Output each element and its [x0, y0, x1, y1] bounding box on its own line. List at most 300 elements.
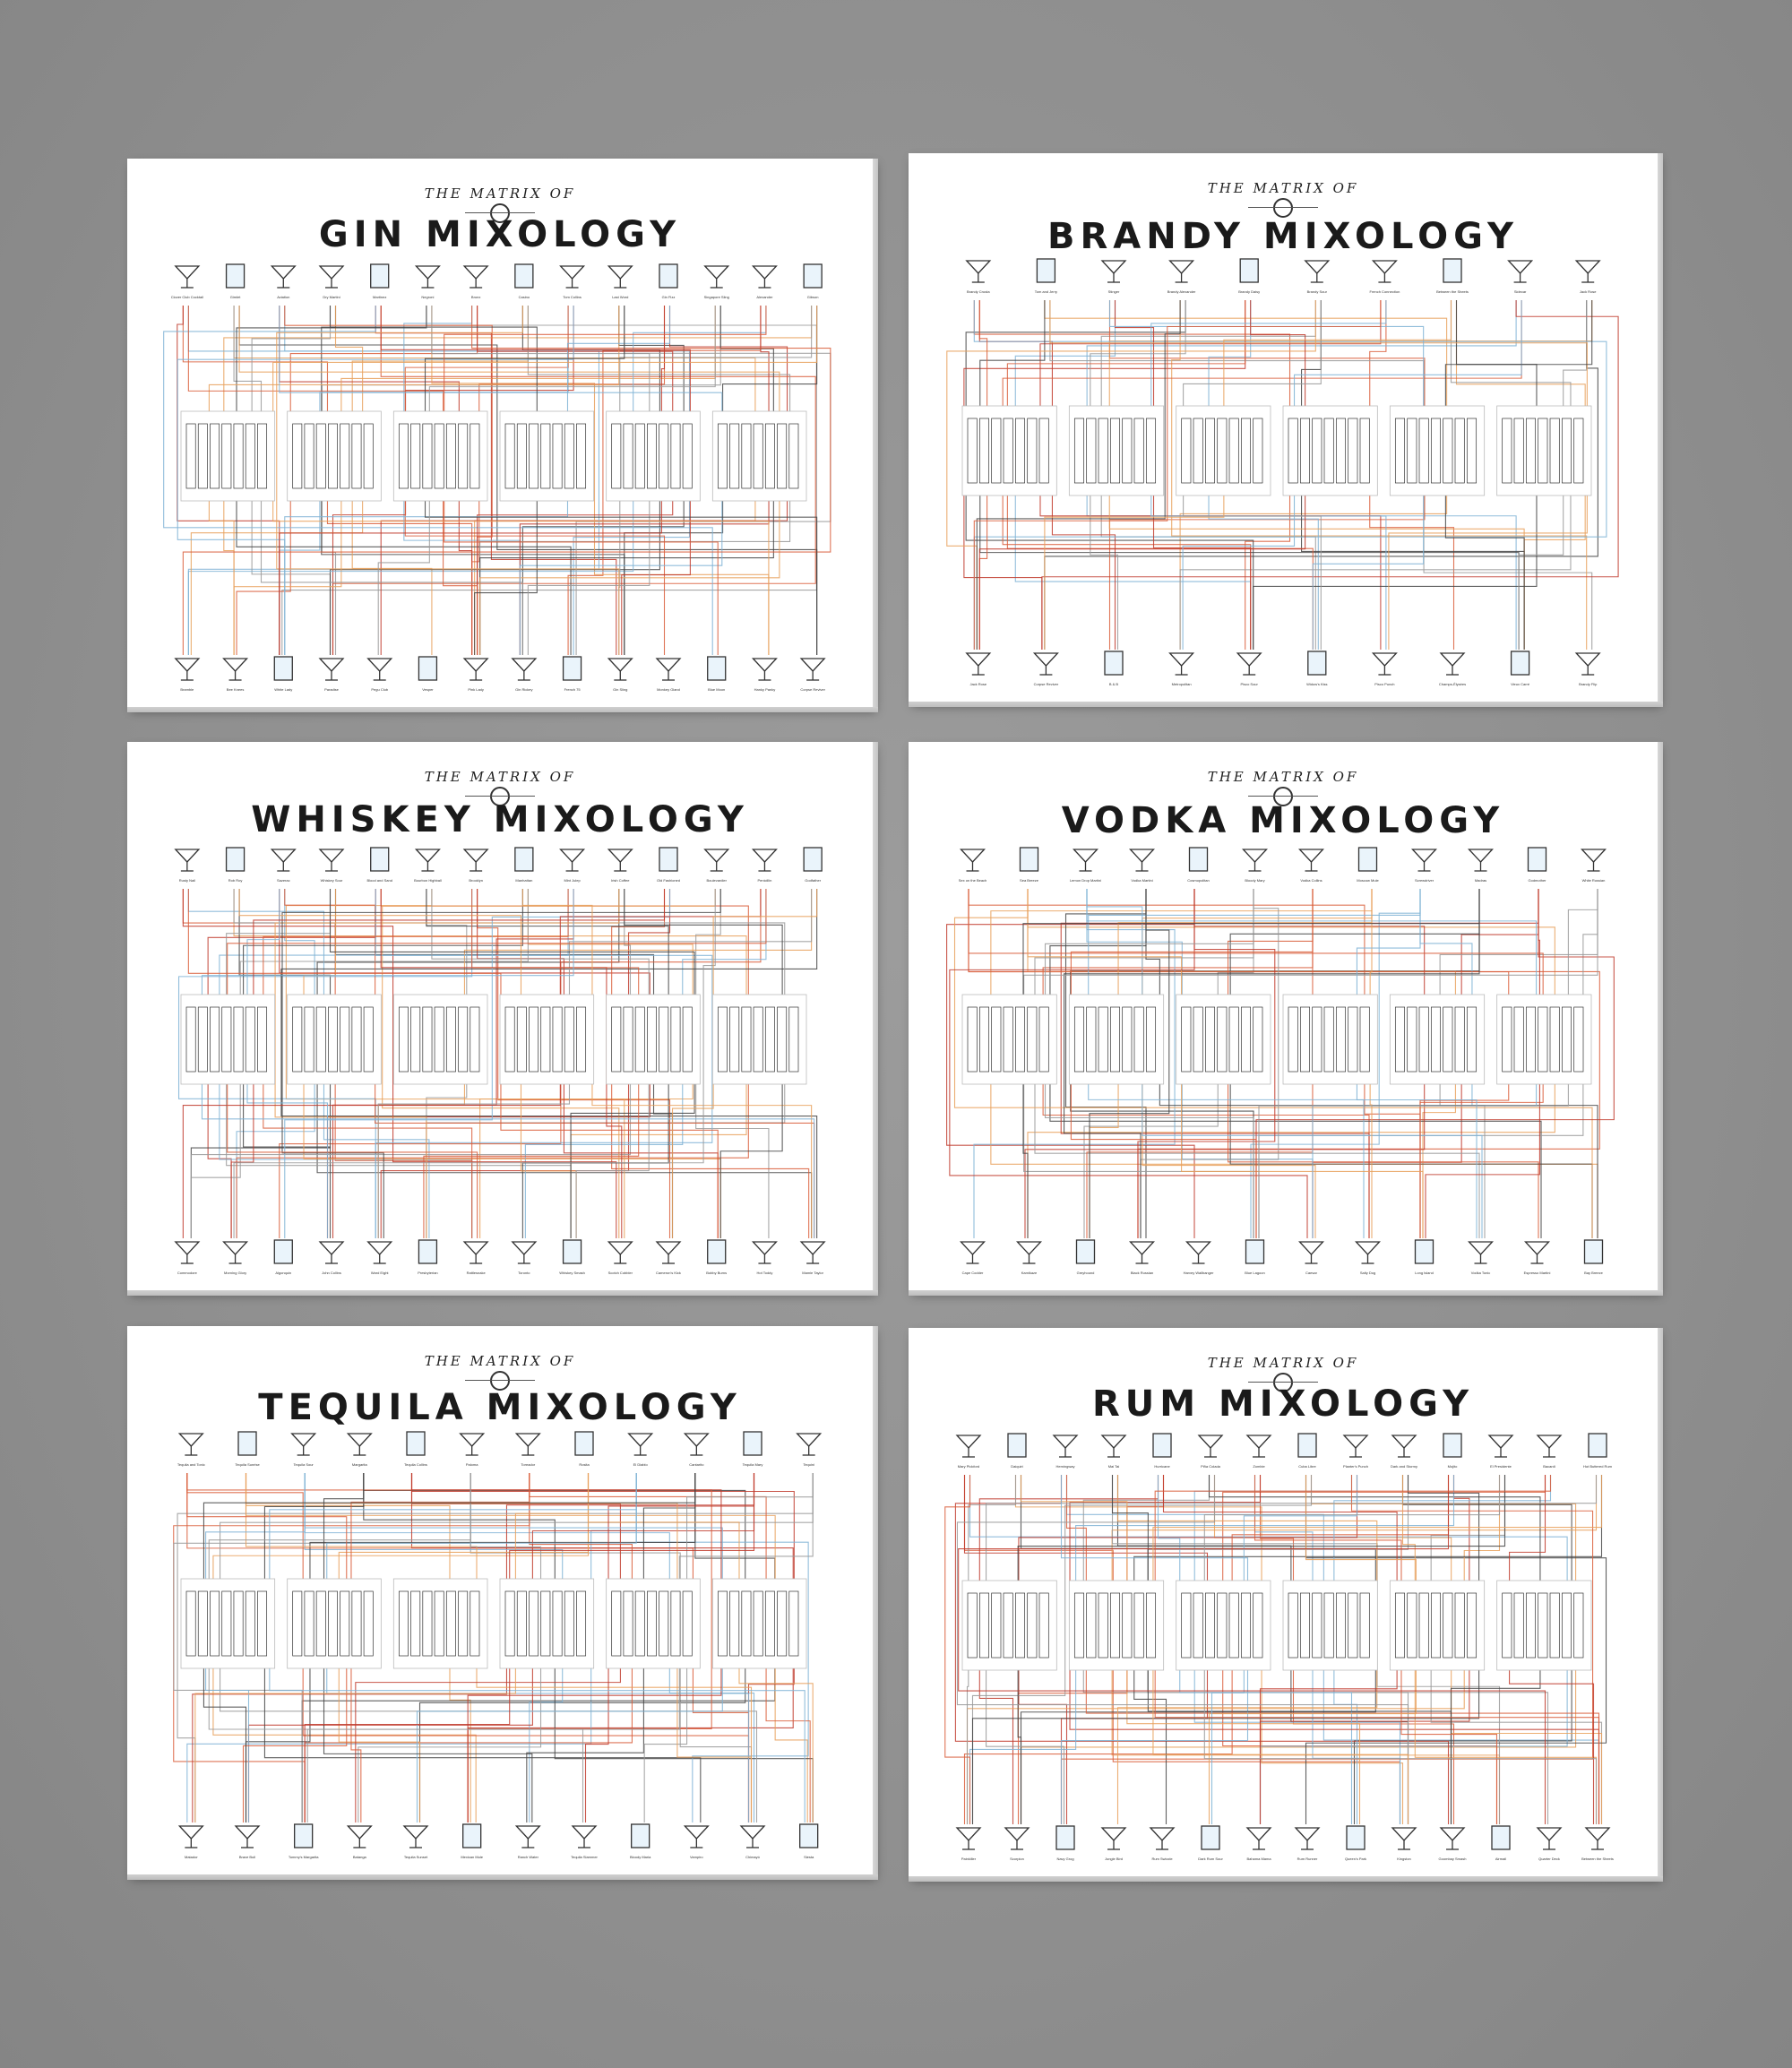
ingredient-box — [1324, 1593, 1333, 1658]
drink-label: Tequila Sour — [293, 1462, 314, 1467]
ingredient-box — [1004, 418, 1012, 483]
ingredient-box — [364, 1591, 373, 1656]
ingredient-box — [1562, 418, 1571, 483]
ingredient-box — [1205, 1593, 1214, 1658]
ingredient-box — [1254, 418, 1262, 483]
drink-label: Ward Eight — [370, 1271, 389, 1275]
drink-label: Mai Tai — [1107, 1464, 1120, 1469]
cocktail-glass-icon — [801, 659, 824, 680]
drink-label: Vodka Martini — [1131, 878, 1153, 883]
drink-label: Greyhound — [1076, 1271, 1095, 1275]
ingredient-box — [1455, 418, 1464, 483]
drink-label: Old Fashioned — [656, 878, 681, 883]
drink-label: Bloody Maria — [629, 1855, 651, 1859]
cocktail-glass-icon — [608, 849, 632, 871]
ingredient-box — [1300, 418, 1309, 483]
drink-label: Hot Buttered Rum — [1582, 1464, 1613, 1469]
cocktail-glass-icon — [753, 849, 776, 871]
drink-label: Metropolitan — [1171, 682, 1192, 686]
cocktail-glass-icon — [464, 849, 487, 871]
cocktail-glass-icon — [573, 1826, 596, 1848]
ingredient-box — [1087, 1593, 1096, 1658]
ingredient-box — [234, 1007, 243, 1072]
cocktail-glass-icon — [657, 659, 680, 680]
cocktail-glass-icon — [1589, 1434, 1607, 1457]
ingredient-box — [1110, 1007, 1119, 1072]
drink-label: Rusty Nail — [178, 878, 195, 883]
ingredient-box — [1431, 1007, 1440, 1072]
drink-label: Widow's Kiss — [1306, 682, 1328, 686]
ingredient-box — [1574, 418, 1583, 483]
ingredient-box — [1538, 1593, 1547, 1658]
drink-label: Jack Rose — [1579, 289, 1597, 294]
ingredient-box — [612, 1007, 621, 1072]
ingredient-box — [968, 1593, 977, 1658]
drink-label: Stinger — [1107, 289, 1120, 294]
ingredient-box — [1039, 418, 1048, 483]
cocktail-glass-icon — [753, 659, 776, 680]
drink-label: Monkey Gland — [657, 687, 680, 692]
cocktail-glass-icon — [804, 264, 822, 288]
drink-label: Bobby Burns — [706, 1271, 728, 1275]
ingredient-box — [435, 424, 444, 488]
cocktail-glass-icon — [1170, 653, 1193, 675]
ingredient-box — [730, 1591, 739, 1656]
cocktail-glass-icon — [1300, 849, 1323, 871]
drink-label: Singapore Sling — [703, 295, 729, 299]
cocktail-glass-icon — [1373, 653, 1396, 675]
ingredient-box — [1087, 418, 1096, 483]
ingredient-box — [470, 1007, 479, 1072]
ingredient-box — [1028, 1007, 1037, 1072]
cocktail-glass-icon — [176, 1242, 199, 1263]
drink-label: Tequila Sunrise — [235, 1462, 260, 1467]
ingredient-box — [1182, 1593, 1191, 1658]
cocktail-glass-icon — [561, 266, 584, 288]
cocktail-glass-icon — [1489, 1435, 1512, 1457]
cocktail-glass-icon — [1305, 261, 1329, 282]
ingredient-box — [352, 1591, 361, 1656]
cocktail-glass-icon — [1237, 653, 1261, 675]
cocktail-glass-icon — [1298, 1434, 1316, 1457]
ingredient-box — [328, 1007, 337, 1072]
drink-label: Bronx — [470, 295, 481, 299]
ingredient-box — [992, 1593, 1001, 1658]
cocktail-glass-icon — [176, 659, 199, 680]
ingredient-box — [1146, 1007, 1155, 1072]
ingredient-box — [754, 424, 762, 488]
ingredient-box — [624, 1591, 633, 1656]
drink-label: Brave Bull — [238, 1855, 256, 1859]
ingredient-box — [340, 1007, 349, 1072]
ingredient-box — [1336, 1007, 1345, 1072]
cocktail-glass-icon — [659, 264, 677, 288]
ingredient-box — [222, 1007, 231, 1072]
drink-label: Caesar — [1305, 1271, 1317, 1275]
ingredient-box — [718, 424, 727, 488]
cocktail-glass-icon — [320, 266, 343, 288]
ingredient-box — [1538, 1007, 1547, 1072]
ingredient-box — [778, 1591, 787, 1656]
cocktail-glass-icon — [564, 1240, 582, 1263]
cocktail-glass-icon — [513, 659, 536, 680]
ingredient-box — [647, 424, 656, 488]
drink-label: Kamikaze — [1021, 1271, 1038, 1275]
ingredient-box — [1193, 418, 1202, 483]
ingredient-box — [624, 424, 633, 488]
ingredient-box — [1360, 1007, 1369, 1072]
cocktail-glass-icon — [407, 1432, 425, 1455]
drink-label: White Russian — [1581, 878, 1606, 883]
ingredient-box — [423, 1591, 432, 1656]
ingredient-box — [1087, 1007, 1096, 1072]
drink-label: Pisco Punch — [1374, 682, 1395, 686]
drink-label: Mexican Mule — [461, 1855, 484, 1859]
drink-matrix — [909, 842, 1658, 1290]
ingredient-box — [505, 1007, 514, 1072]
ingredient-box — [1550, 1007, 1559, 1072]
cocktail-glass-icon — [1538, 1435, 1561, 1457]
ingredient-box — [517, 1591, 526, 1656]
drink-label: Paloma — [465, 1462, 478, 1467]
drink-label: Planter's Punch — [1343, 1464, 1368, 1469]
cocktail-glass-icon — [1190, 848, 1208, 871]
drink-label: Ranch Water — [517, 1855, 538, 1859]
cocktail-glass-icon — [515, 264, 533, 288]
cocktail-glass-icon — [1443, 1434, 1461, 1457]
cocktail-glass-icon — [1247, 1828, 1271, 1849]
drink-matrix — [909, 1428, 1658, 1876]
poster-prelude: THE MATRIX OF — [424, 1353, 576, 1369]
drink-label: French Connection — [1369, 289, 1400, 294]
cocktail-glass-icon — [1187, 1242, 1210, 1263]
drink-label: Aviation — [277, 295, 290, 299]
cocktail-glass-icon — [1202, 1826, 1219, 1849]
ingredient-box — [316, 1591, 325, 1656]
ingredient-box — [411, 1007, 420, 1072]
drink-label: Rob Roy — [228, 878, 243, 883]
drink-label: Penicillin — [757, 878, 772, 883]
cocktail-glass-icon — [1105, 651, 1123, 675]
cocktail-glass-icon — [629, 1434, 652, 1455]
drink-label: Cameron's Kick — [656, 1271, 681, 1275]
drink-label: Zombie — [1253, 1464, 1265, 1469]
cocktail-glass-icon — [1416, 1240, 1434, 1263]
cocktail-glass-icon — [659, 848, 677, 871]
drink-label: Morning Glory — [224, 1271, 247, 1275]
ingredient-box — [257, 1007, 266, 1072]
cocktail-glass-icon — [967, 261, 990, 282]
ingredient-box — [624, 1007, 633, 1072]
ingredient-box — [635, 1007, 644, 1072]
drink-label: Rosita — [579, 1462, 590, 1467]
cocktail-glass-icon — [708, 657, 726, 680]
cocktail-glass-icon — [418, 1240, 436, 1263]
ingredient-box — [411, 1591, 420, 1656]
cocktail-glass-icon — [1308, 651, 1326, 675]
drink-label: Tequila Collins — [404, 1462, 427, 1467]
drink-label: Brandy Alexander — [1167, 289, 1196, 294]
ingredient-box — [305, 424, 314, 488]
ingredient-box — [316, 424, 325, 488]
ingredient-box — [1146, 1593, 1155, 1658]
drink-label: Goombay Smash — [1438, 1857, 1467, 1861]
cocktail-glass-icon — [632, 1824, 650, 1848]
ingredient-box — [742, 1007, 751, 1072]
drink-label: Vampiro — [690, 1855, 703, 1859]
cocktail-glass-icon — [464, 1242, 487, 1263]
cocktail-glass-icon — [1246, 1240, 1264, 1263]
cocktail-glass-icon — [1247, 1435, 1271, 1457]
drink-label: John Collins — [322, 1271, 341, 1275]
ingredient-box — [529, 424, 538, 488]
drink-label: Martinez — [373, 295, 387, 299]
ingredient-box — [517, 1007, 526, 1072]
cocktail-glass-icon — [1469, 1242, 1493, 1263]
cocktail-glass-icon — [753, 1242, 776, 1263]
drink-label: Brandy Crusta — [967, 289, 990, 294]
ingredient-box — [1300, 1007, 1309, 1072]
ingredient-box — [293, 1591, 302, 1656]
ingredient-box — [1431, 1593, 1440, 1658]
ingredient-box — [1074, 1593, 1083, 1658]
cocktail-glass-icon — [516, 1434, 539, 1455]
drink-label: Negroni — [421, 295, 435, 299]
drink-label: Long Island — [1415, 1271, 1434, 1275]
cocktail-glass-icon — [176, 266, 199, 288]
ingredient-box — [1467, 1007, 1476, 1072]
poster-prelude: THE MATRIX OF — [1207, 180, 1359, 196]
ingredient-box — [210, 1591, 219, 1656]
ingredient-box — [186, 424, 195, 488]
cocktail-glass-icon — [464, 266, 487, 288]
ingredient-box — [1110, 418, 1119, 483]
ingredient-box — [1562, 1007, 1571, 1072]
drink-label: Black Russian — [1130, 1271, 1154, 1275]
ingredient-box — [459, 1007, 468, 1072]
ingredient-box — [399, 1591, 408, 1656]
ingredient-box — [1134, 418, 1143, 483]
ingredient-box — [765, 424, 774, 488]
ingredient-box — [1431, 418, 1440, 483]
drink-label: Sex on the Beach — [958, 878, 987, 883]
drink-matrix — [127, 842, 873, 1290]
ingredient-box — [754, 1007, 762, 1072]
ingredient-box — [1443, 418, 1452, 483]
ingredient-box — [1254, 1007, 1262, 1072]
cocktail-glass-icon — [744, 1432, 762, 1455]
poster-rum — [909, 1328, 1658, 1876]
drink-label: Tom Collins — [563, 295, 582, 299]
drink-label: Tequila and Tonic — [177, 1462, 205, 1467]
drink-label: Bloody Mary — [1245, 878, 1265, 883]
cocktail-glass-icon — [561, 849, 584, 871]
ingredient-box — [659, 1591, 668, 1656]
drink-label: Brandy Daisy — [1238, 289, 1261, 294]
drink-matrix — [127, 1426, 873, 1874]
drink-label: Toreador — [521, 1462, 536, 1467]
ingredient-box — [1408, 1007, 1417, 1072]
ingredient-box — [1455, 1007, 1464, 1072]
cocktail-glass-icon — [1170, 261, 1193, 282]
drink-label: Piña Colada — [1201, 1464, 1220, 1469]
ingredient-box — [328, 1591, 337, 1656]
ingredient-box — [1443, 1007, 1452, 1072]
drink-label: Corpse Reviver — [1033, 682, 1059, 686]
ingredient-box — [1182, 1007, 1191, 1072]
ingredient-box — [1146, 418, 1155, 483]
ingredient-box — [1229, 1007, 1238, 1072]
ingredient-box — [1514, 1007, 1523, 1072]
cocktail-glass-icon — [1538, 1828, 1561, 1849]
cocktail-glass-icon — [1357, 1242, 1380, 1263]
ingredient-box — [1503, 1593, 1512, 1658]
cocktail-glass-icon — [705, 849, 728, 871]
cocktail-glass-icon — [1492, 1826, 1510, 1849]
cocktail-glass-icon — [1074, 849, 1098, 871]
drink-label: Boulevardier — [706, 878, 727, 883]
poster-brandy — [909, 153, 1658, 702]
ingredient-box — [316, 1007, 325, 1072]
drink-label: Vodka Tonic — [1470, 1271, 1491, 1275]
ingredient-box — [1193, 1593, 1202, 1658]
ingredient-box — [328, 424, 337, 488]
cocktail-glass-icon — [320, 1242, 343, 1263]
drink-label: Vodka Collins — [1300, 878, 1322, 883]
ingredient-box — [671, 1591, 680, 1656]
cocktail-glass-icon — [463, 1824, 481, 1848]
drink-label: Moscow Mule — [1357, 878, 1379, 883]
ingredient-box — [364, 1007, 373, 1072]
cocktail-glass-icon — [705, 266, 728, 288]
poster-vodka — [909, 742, 1658, 1290]
cocktail-glass-icon — [1018, 1242, 1041, 1263]
cocktail-glass-icon — [1056, 1826, 1074, 1849]
ingredient-box — [186, 1007, 195, 1072]
ingredient-box — [1550, 418, 1559, 483]
cocktail-glass-icon — [957, 1828, 980, 1849]
ingredient-box — [635, 1591, 644, 1656]
drink-label: Champs-Élysées — [1438, 682, 1467, 686]
ingredient-box — [1467, 1593, 1476, 1658]
ingredient-box — [352, 424, 361, 488]
cocktail-glass-icon — [575, 1432, 593, 1455]
ingredient-box — [576, 1007, 585, 1072]
ingredient-box — [198, 1591, 207, 1656]
ingredient-box — [1074, 418, 1083, 483]
ingredient-box — [1395, 1007, 1404, 1072]
ingredient-box — [1313, 1593, 1322, 1658]
poster-prelude: THE MATRIX OF — [424, 769, 576, 785]
cocktail-glass-icon — [1240, 259, 1258, 282]
drink-label: Gimlet — [229, 295, 241, 299]
ingredient-box — [1134, 1007, 1143, 1072]
ingredient-box — [1015, 418, 1024, 483]
ingredient-box — [1360, 418, 1369, 483]
ingredient-box — [1123, 1007, 1132, 1072]
poster-title: GIN MIXOLOGY — [318, 214, 682, 255]
ingredient-box — [340, 424, 349, 488]
drink-label: Dry Martini — [323, 295, 340, 299]
ingredient-box — [979, 418, 988, 483]
ingredient-box — [1419, 418, 1428, 483]
ingredient-box — [470, 424, 479, 488]
drink-label: Tequila Sunset — [403, 1855, 428, 1859]
drink-label: Jack Rose — [969, 682, 987, 686]
ingredient-box — [1360, 1593, 1369, 1658]
ingredient-box — [1348, 1007, 1357, 1072]
cocktail-glass-icon — [1008, 1434, 1026, 1457]
ingredient-box — [198, 424, 207, 488]
poster-tequila — [127, 1326, 873, 1874]
ingredient-box — [423, 424, 432, 488]
ingredient-box — [968, 418, 977, 483]
cocktail-glass-icon — [271, 849, 295, 871]
ingredient-box — [730, 1007, 739, 1072]
ingredient-box — [1526, 1007, 1535, 1072]
cocktail-glass-icon — [957, 1435, 980, 1457]
drink-label: Between the Sheets — [1581, 1857, 1614, 1861]
ingredient-box — [564, 1007, 573, 1072]
cocktail-glass-icon — [516, 1826, 539, 1848]
poster-gin — [127, 159, 873, 707]
ingredient-box — [742, 424, 751, 488]
drink-label: Kingston — [1397, 1857, 1411, 1861]
cocktail-glass-icon — [179, 1826, 202, 1848]
cocktail-glass-icon — [368, 1242, 392, 1263]
drink-label: Harvey Wallbanger — [1183, 1271, 1214, 1275]
cocktail-glass-icon — [753, 266, 776, 288]
ingredient-box — [1443, 1593, 1452, 1658]
drink-label: Commodore — [177, 1271, 197, 1275]
cocktail-glass-icon — [1586, 1828, 1609, 1849]
poster-prelude: THE MATRIX OF — [424, 185, 576, 202]
cocktail-glass-icon — [564, 657, 582, 680]
poster-title: BRANDY MIXOLOGY — [1047, 216, 1519, 257]
drink-label: Sea Breeze — [1020, 878, 1038, 883]
ingredient-box — [1574, 1593, 1583, 1658]
cocktail-glass-icon — [236, 1826, 259, 1848]
drink-label: Brandy Flip — [1579, 682, 1598, 686]
cocktail-glass-icon — [1392, 1828, 1416, 1849]
drink-label: Paradise — [324, 687, 339, 692]
ingredient-box — [352, 1007, 361, 1072]
ingredient-box — [1218, 1007, 1227, 1072]
drink-label: Toronto — [518, 1271, 530, 1275]
ingredient-box — [1028, 1593, 1037, 1658]
drink-label: Blood and Sand — [366, 878, 392, 883]
cocktail-glass-icon — [1150, 1828, 1174, 1849]
cocktail-glass-icon — [1199, 1435, 1222, 1457]
drink-label: Alexander — [756, 295, 773, 299]
ingredient-box — [992, 418, 1001, 483]
cocktail-glass-icon — [608, 266, 632, 288]
ingredient-box — [789, 1591, 798, 1656]
ingredient-box — [364, 424, 373, 488]
ingredient-box — [968, 1007, 977, 1072]
drink-label: Godfather — [805, 878, 822, 883]
cocktail-glass-icon — [1443, 259, 1461, 282]
ingredient-box — [647, 1007, 656, 1072]
cocktail-glass-icon — [1034, 653, 1057, 675]
ingredient-box — [1514, 1593, 1523, 1658]
drink-label: Algonquin — [275, 1271, 292, 1275]
ingredient-box — [411, 424, 420, 488]
ingredient-box — [1324, 1007, 1333, 1072]
ingredient-box — [1123, 1593, 1132, 1658]
drink-label: Lemon Drop Martini — [1069, 878, 1102, 883]
ingredient-box — [671, 424, 680, 488]
